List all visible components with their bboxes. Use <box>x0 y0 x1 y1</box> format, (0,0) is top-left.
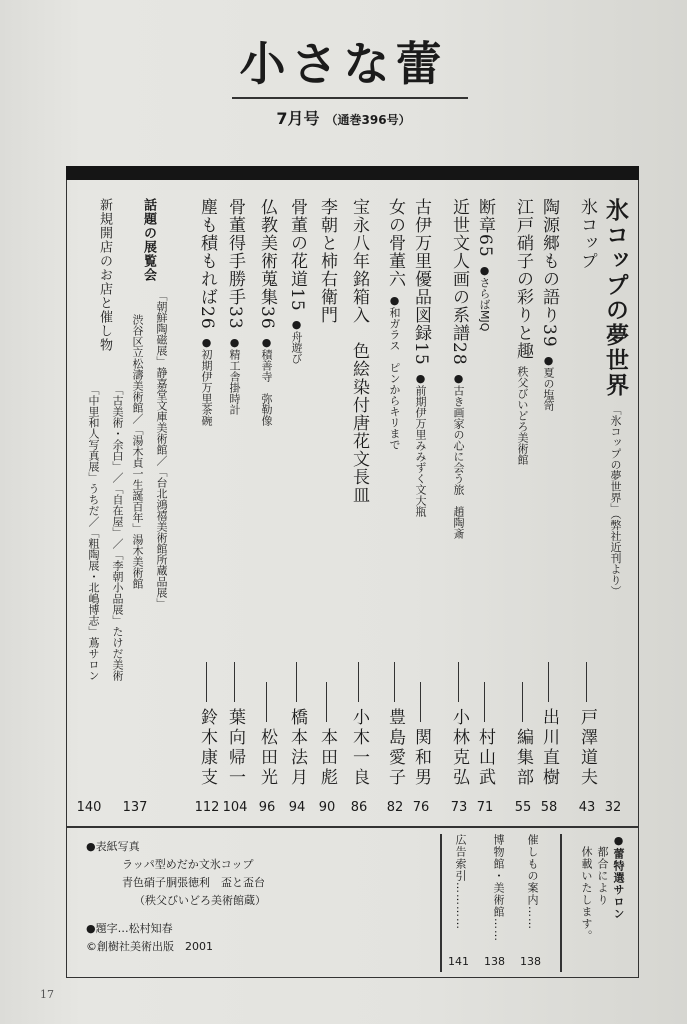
leader-line <box>586 662 587 702</box>
toc-entry-page: 94 <box>288 800 306 815</box>
toc-entry-page: 43 <box>578 800 596 815</box>
toc-entry-page: 55 <box>514 800 532 815</box>
toc-entry-page: 96 <box>258 800 276 815</box>
toc-entry <box>540 198 557 788</box>
toc-entry-author: 松田光 <box>257 728 277 788</box>
ad-index-label: 広告索引………… <box>454 834 467 930</box>
toc-entry-title: 氷コップ <box>577 198 597 270</box>
toc-entry-page: 73 <box>450 800 468 815</box>
toc-entry-page: 58 <box>540 800 558 815</box>
bottom-separator-1 <box>440 834 442 972</box>
toc-entry-title: 骨董の花道15 <box>287 198 307 312</box>
issue-volume: （通巻396号） <box>325 113 411 127</box>
toc-entry-author: 戸澤道夫 <box>577 708 597 788</box>
toc-entry-page: 82 <box>386 800 404 815</box>
toc-entry-subtitle: ●舟遊び <box>290 317 303 364</box>
toc-entry-author: 本田彪 <box>317 728 337 788</box>
toc-entry-title: 江戸硝子の彩りと趣 <box>513 198 533 360</box>
toc-entry-title: 塵も積もれば26 <box>197 198 217 330</box>
leader-line <box>394 662 395 702</box>
toc-entry-author-wrap <box>258 676 275 788</box>
exhibitions-page: 137 <box>122 800 148 815</box>
bottom-separator-2 <box>560 834 562 972</box>
toc-entry-main <box>604 198 627 597</box>
toc-entry-title: 断章65 <box>475 198 495 258</box>
toc-entry <box>258 198 275 788</box>
toc-entry <box>604 198 627 788</box>
toc-entry <box>578 198 595 788</box>
toc-entry-author-wrap <box>350 656 367 788</box>
toc-entry-author-wrap <box>450 656 467 788</box>
toc-entry-subtitle: ●前期伊万里みみずく文大瓶 <box>414 371 427 517</box>
toc-entry-author: 橋本法月 <box>287 708 307 788</box>
toc-entry-subtitle: ●初期伊万里茶碗 <box>200 335 213 426</box>
toc-entry <box>318 198 335 788</box>
copyright: ©創樹社美術出版 2001 <box>86 940 213 953</box>
toc-entry-author: 豊島愛子 <box>385 708 405 788</box>
museums-label: 博物館・美術館…… <box>492 834 505 942</box>
toc-entry-author: 小木一良 <box>349 708 369 788</box>
toc-entry-author: 葉向帰一 <box>225 708 245 788</box>
toc-entry-author: 関和男 <box>411 728 431 788</box>
toc-entry-main <box>450 198 467 539</box>
toc-entry <box>198 198 215 788</box>
notice-line-2: 休載いたします。 <box>580 846 593 942</box>
toc-entry-title: 骨董得手勝手33 <box>225 198 245 330</box>
leader-line <box>266 682 267 722</box>
ad-index-page: 141 <box>448 955 469 968</box>
notice-heading: ●蕾特選サロン <box>612 834 625 920</box>
toc-entry-author-wrap <box>578 656 595 788</box>
toc-entry-author-wrap <box>288 656 305 788</box>
toc-entry <box>350 198 367 788</box>
credits <box>86 838 406 956</box>
museums-page: 138 <box>484 955 505 968</box>
toc-entry-main <box>386 198 403 450</box>
toc-entry-page: 32 <box>604 800 622 815</box>
toc-entry <box>412 198 429 788</box>
toc-entry-author-wrap <box>514 676 531 788</box>
toc-entry <box>386 198 403 788</box>
toc-entry-main <box>514 198 531 465</box>
issue-line <box>0 106 687 129</box>
toc-entry-page: 90 <box>318 800 336 815</box>
toc-entry-subtitle: ●古き画家の心に会う旅 趙陶斎 <box>452 371 465 539</box>
toc-entry-title: 仏教美術蒐集36 <box>257 198 277 330</box>
events-label: 催しもの案内…… <box>526 834 539 930</box>
toc-entry-title: 古伊万里優品図録15 <box>411 198 431 366</box>
toc-entry-main <box>578 198 595 270</box>
leader-line <box>206 662 207 702</box>
new-shops-line-1: 「古美術・余白」／「自在屋」／「李朝小品展」たけだ美術 <box>111 384 124 681</box>
toc-entry-title: 女の骨董六 <box>385 198 405 288</box>
toc-bottom-divider <box>66 826 639 828</box>
toc-top-bar <box>66 166 639 180</box>
leader-line <box>296 662 297 702</box>
toc-entry-main <box>258 198 275 426</box>
leader-line <box>234 662 235 702</box>
cover-line-3: （秩父びいどろ美術館蔵） <box>134 894 266 907</box>
toc-entry-main <box>412 198 429 517</box>
magazine-title: 小さな蕾 <box>239 37 448 91</box>
toc-entry-author: 村山武 <box>475 728 495 788</box>
exhibitions-heading: 話題の展覧会 <box>141 198 156 282</box>
notice-line-1: 都合により <box>596 846 609 906</box>
toc-entry-author-wrap <box>412 676 429 788</box>
cover-line-1: ラッパ型めだか文氷コップ <box>122 858 254 871</box>
issue-month: 7月号 <box>276 109 320 128</box>
toc-entry-subtitle: 「氷コップの夢世界」（弊社近刊より） <box>609 404 622 597</box>
leader-line <box>358 662 359 702</box>
toc-entry-subtitle: ●さらばMJQ <box>478 263 491 332</box>
page-folio: 17 <box>40 988 54 1001</box>
toc-entry-author-wrap <box>476 676 493 788</box>
toc-entry-main <box>318 198 335 324</box>
cover-line-2: 青色硝子胴張徳利 盃と盃台 <box>122 876 265 889</box>
leader-line <box>420 682 421 722</box>
toc-entry-title: 陶源郷もの語り39 <box>539 198 559 348</box>
toc-entry-title: 李朝と柿右衛門 <box>317 198 337 324</box>
toc-entry-author-wrap <box>386 656 403 788</box>
exhibitions-line-1: 「朝鮮陶磁展」静嘉堂文庫美術館／「台北鴻禧美術館所蔵品展」 <box>155 290 168 609</box>
leader-line <box>326 682 327 722</box>
toc-entry-title: 宝永八年銘箱入 色絵染付唐花文長皿 <box>349 198 369 504</box>
toc-entry-page: 76 <box>412 800 430 815</box>
toc-entry-title: 近世文人画の系譜28 <box>449 198 469 366</box>
toc-entry-subtitle: ●和ガラス ピンからキリまで <box>388 294 401 450</box>
toc-entry <box>226 198 243 788</box>
toc-entry-main <box>226 198 243 415</box>
title-underline <box>232 97 468 99</box>
leader-line <box>548 662 549 702</box>
leader-line <box>484 682 485 722</box>
events-page: 138 <box>520 955 541 968</box>
toc-entry-author: 小林克弘 <box>449 708 469 788</box>
toc-entry-author-wrap <box>540 656 557 788</box>
toc-entry-subtitle: ●夏の塩笥 <box>542 353 555 411</box>
toc-entry-page: 71 <box>476 800 494 815</box>
toc-entry-author: 鈴木康支 <box>197 708 217 788</box>
toc-entry-main <box>476 198 493 331</box>
cover-heading: ●表紙写真 <box>86 840 140 853</box>
toc-entry-page: 86 <box>350 800 368 815</box>
leader-line <box>522 682 523 722</box>
toc-entry-page: 112 <box>194 800 220 815</box>
toc-entry-main <box>288 198 305 364</box>
toc-entry-author-wrap <box>318 676 335 788</box>
toc-entry-subtitle: ●精工舎掛時計 <box>228 335 241 415</box>
toc-entry-main <box>198 198 215 426</box>
toc-entry-author-wrap <box>198 656 215 788</box>
calligraphy-credit: ●題字…松村知春 <box>86 922 173 935</box>
leader-line <box>458 662 459 702</box>
toc-entry-author: 出川直樹 <box>539 708 559 788</box>
new-shops-heading: 新規開店のお店と催し物 <box>97 198 112 352</box>
toc-entry-page: 104 <box>222 800 248 815</box>
toc-entry-subtitle: ●積善寺 弥勒像 <box>260 335 273 426</box>
toc-entry-subtitle: 秩父びいどろ美術館 <box>516 366 529 465</box>
exhibitions-line-2: 渋谷区立松濤美術館／「湯木貞一生誕百年」湯木美術館 <box>131 314 144 589</box>
toc-entry-main <box>540 198 557 411</box>
new-shops-line-2: 「中里和人写真展」うちだ／「粗陶展・北嶋博志」蔦サロン <box>87 384 100 681</box>
toc-entry <box>514 198 531 788</box>
toc-entry-author-wrap <box>226 656 243 788</box>
toc-entry-title: 氷コップの夢世界 <box>602 198 629 398</box>
toc-entry <box>450 198 467 788</box>
toc-entry <box>476 198 493 788</box>
toc-entry <box>288 198 305 788</box>
toc-entry-main <box>350 198 367 504</box>
new-shops-page: 140 <box>76 800 102 815</box>
toc-entry-author: 編集部 <box>513 728 533 788</box>
